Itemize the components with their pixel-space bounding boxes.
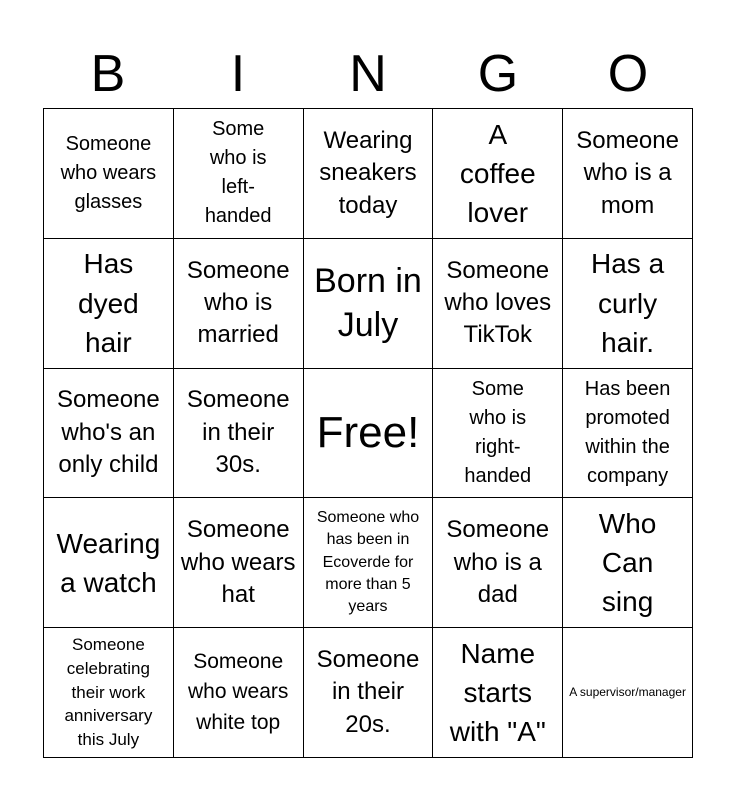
bingo-cell[interactable] xyxy=(304,369,434,499)
bingo-cell[interactable] xyxy=(433,109,563,239)
cell-text: Born in July xyxy=(314,262,422,345)
cell-text: Name starts with "A" xyxy=(449,637,546,748)
cell-text: Someone celebrating their work anniversary this July xyxy=(64,635,153,750)
bingo-cell[interactable] xyxy=(44,239,174,369)
bingo-cell[interactable] xyxy=(304,239,434,369)
cell-text: Someone who wears hat xyxy=(180,516,296,608)
bingo-cell[interactable] xyxy=(44,109,174,239)
bingo-header xyxy=(43,40,693,108)
bingo-cell[interactable] xyxy=(174,369,304,499)
header-letter-n: N xyxy=(349,45,387,103)
cell-text: Some who is left-handed xyxy=(204,118,272,228)
cell-text: Some who is right-handed xyxy=(464,377,532,487)
bingo-cell[interactable] xyxy=(174,628,304,758)
cell-text: Someone who wears glasses xyxy=(60,132,157,213)
cell-text: Has dyed hair xyxy=(78,248,139,358)
cell-text: Has a curly hair. xyxy=(591,248,665,358)
cell-text: Someone in their 20s. xyxy=(316,646,420,738)
header-letter-i: I xyxy=(230,45,246,103)
cell-text: Someone who is married xyxy=(186,256,290,349)
bingo-cell[interactable] xyxy=(44,628,174,758)
bingo-cell[interactable] xyxy=(304,628,434,758)
header-letter-g: G xyxy=(477,45,519,103)
free-space: Free! xyxy=(316,407,420,457)
cell-text: Wearing sneakers today xyxy=(319,126,417,219)
cell-text: Someone who wears white top xyxy=(187,649,289,734)
bingo-cell[interactable] xyxy=(44,498,174,628)
bingo-cell[interactable] xyxy=(433,239,563,369)
bingo-cell[interactable] xyxy=(563,109,693,239)
bingo-cell[interactable] xyxy=(563,498,693,628)
bingo-cell[interactable] xyxy=(44,369,174,499)
cell-text: Someone who is a mom xyxy=(576,126,679,219)
cell-text: Wearing a watch xyxy=(56,527,161,598)
bingo-cell[interactable] xyxy=(433,369,563,499)
bingo-cell[interactable] xyxy=(563,369,693,499)
bingo-cell[interactable] xyxy=(563,628,693,758)
cell-text: Someone in their 30s. xyxy=(186,386,290,479)
bingo-cell[interactable] xyxy=(304,109,434,239)
bingo-cell[interactable] xyxy=(304,498,434,628)
cell-text: A coffee lover xyxy=(459,118,536,228)
bingo-cell[interactable] xyxy=(563,239,693,369)
bingo-card-grid xyxy=(43,108,693,758)
cell-text: Who Can sing xyxy=(598,508,657,618)
bingo-cell[interactable] xyxy=(433,498,563,628)
bingo-cell[interactable] xyxy=(174,498,304,628)
cell-text: Has been promoted within the company xyxy=(584,377,671,487)
bingo-cell[interactable] xyxy=(174,109,304,239)
cell-text: Someone who loves TikTok xyxy=(444,256,552,349)
bingo-cell[interactable] xyxy=(174,239,304,369)
cell-text: Someone who's an only child xyxy=(57,386,160,479)
cell-text: Someone who has been in Ecoverde for more than 5 years xyxy=(316,508,420,616)
bingo-cell[interactable] xyxy=(433,628,563,758)
cell-text: Someone who is a dad xyxy=(446,516,550,608)
cell-text: A supervisor/manager xyxy=(569,685,686,700)
header-letter-b: B xyxy=(90,45,126,103)
header-letter-o: O xyxy=(607,45,649,103)
